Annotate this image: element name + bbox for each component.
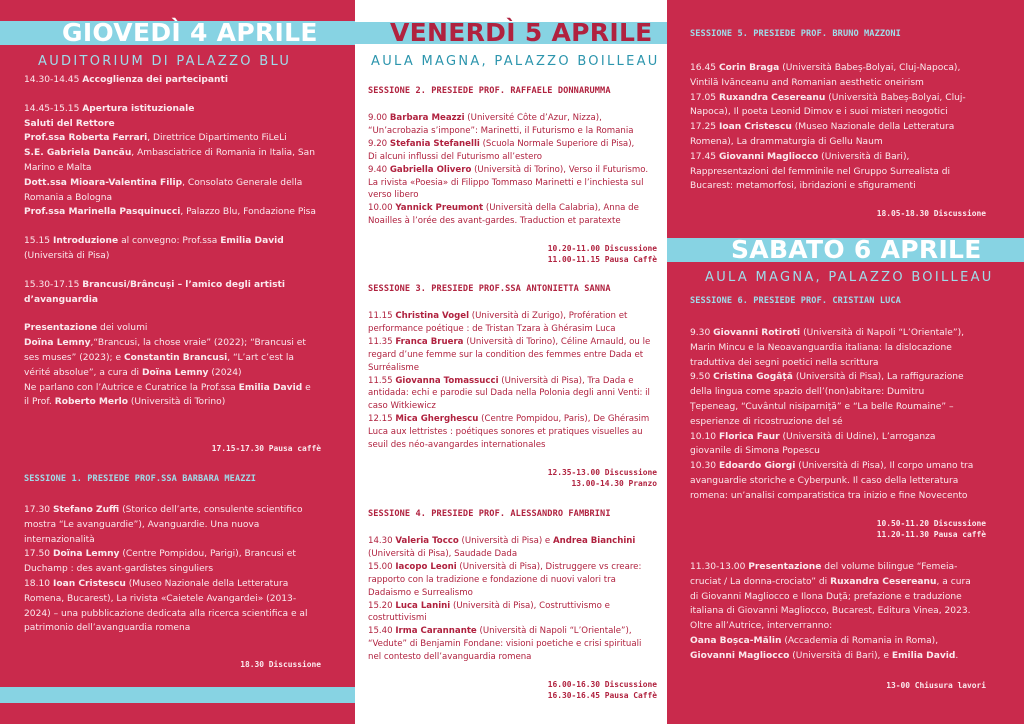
bold-text: Christina Vogel [395,311,470,321]
text: (Università di Udine), L’arroganza [779,431,936,442]
program-line [368,638,664,651]
text: 15.15 [24,236,53,247]
program-line [368,535,664,548]
program-line [690,634,1018,649]
bold-text: Edoardo Giorgi [718,461,796,472]
program-line [368,651,664,664]
text: (Università di Pisa), Costruttivismo e [450,600,610,611]
pause-coffee: 16.30-16.45 Pausa Caffè [547,691,657,700]
day-title-thursday: GIOVEDÌ 4 APRILE [62,18,318,47]
column-thursday [0,0,355,724]
pause-lunch: 13.00-14.30 Pranzo [571,479,657,488]
program-line [690,76,1018,91]
bold-text: Luca Lanini [395,600,451,611]
venue-friday: AULA MAGNA, PALAZZO BOILLEAU [371,54,660,69]
program-line [24,321,346,336]
program-line [24,621,346,636]
text: Ne parlano con l’Autrice e Curatrice la Prof.ssa [24,382,239,393]
text: “Vedute” di Benjamin Fondane: visioni poetiche e crisi spirituali [368,639,642,650]
text: patrimonio dell’avanguardia romena [24,623,191,634]
text: (Università di Pisa), Tra Dada e [498,375,634,386]
bold-text: Emilia David [891,650,956,661]
bold-text: Giovanni Magliocco [690,650,790,661]
bold-text: Giovanni Rotiroti [713,328,801,338]
text: (Università di Torino), Céline Arnauld, ou le [463,336,651,347]
session-1-heading: SESSIONE 1. PRESIEDE PROF.SSA BARBARA MEAZZI [24,474,257,484]
block-book-presentation [690,560,1018,664]
bold-text: Giovanna Tomassucci [395,375,499,386]
text: 10.10 [690,431,719,442]
text: , Direttrice Dipartimento FiLeLi [147,133,287,144]
program-line [24,503,346,518]
text: ses muses” (2023); e [24,352,124,363]
program-line [24,381,346,396]
program-line [24,395,346,410]
program-line [690,370,1018,385]
session-6-program [690,326,1018,504]
text: nel contesto dell’avanguardia romena [368,652,532,663]
program-line [690,430,1018,445]
text: (Università di Napoli “L’Orientale”), [476,626,632,637]
text: 14.30 [368,536,396,546]
program-line [368,164,664,177]
block-opening [24,102,346,220]
program-thursday [24,73,346,410]
program-line [24,336,346,351]
text: giovanile di Simona Popescu [690,446,820,457]
text: costruttivismi [368,613,427,624]
text: Bucarest: metamorfosi, ibridazioni e sfiguramenti [690,181,916,192]
text: , Consolato Generale della [182,177,303,188]
program-line [690,560,1018,575]
text: 14.45-15.15 [24,103,83,114]
program-line [24,73,346,88]
program-line [24,146,346,161]
text: , Ambasciatrice di Romania in Italia, San [131,148,316,159]
program-line [368,612,664,625]
program-line [368,574,664,587]
text: caso Witkiewicz [368,401,436,412]
program-line [368,189,664,202]
text: (Università di Zurigo), Profération et [469,311,628,321]
text: (Università di Torino) [127,397,226,408]
text: Napoca), Il poeta Leonid Dimov e i suoi misteri neogotici [690,107,948,118]
program-line [690,575,1018,590]
venue-thursday: AUDITORIUM DI PALAZZO BLU [38,54,292,69]
pause-coffee: 11.00-11.15 Pausa Caffè [547,255,657,264]
text: (Centre Pompidou, Paris), De Ghérasim [478,414,650,425]
bold-text: Emilia David [238,382,303,393]
program-line [690,105,1018,120]
text: (Università di Bari), [818,151,910,162]
text: Di alcuni influssi del Futurismo all’estero [368,151,543,162]
text: (Museo Nazionale della Letteratura [125,578,289,589]
text: cruciat / La donna-crociato” di [690,576,831,587]
text: 15.30-17.15 [24,279,83,290]
text: , “L’art c’est la [227,352,294,363]
program-line [690,61,1018,76]
program-line [368,600,664,613]
session-3-heading: SESSIONE 3. PRESIEDE PROF.SSA ANTONIETTA SANNA [368,284,611,294]
program-line [24,293,346,308]
block-session-4 [368,535,664,664]
program-line [368,349,664,362]
column-friday [355,0,667,724]
program-line [690,619,1018,634]
text: 11.15 [368,311,396,321]
text: La rivista «Poesia» di Filippo Tommaso Marinetti e l’inchiesta sul [368,177,644,188]
program-line [24,533,346,548]
program-line [24,249,346,264]
text: (Università di Napoli “L’Orientale”), [800,328,965,338]
block-session-5 [690,61,1018,194]
day-title-friday: VENERDÌ 5 APRILE [390,18,653,47]
text: (Università di Bari), e [789,650,892,661]
text: (Università Babeș-Bolyai, Cluj-Napoca), [779,63,961,73]
text: Marin Mincu e la Neoavanguardia italiana: la dislocazione [690,342,952,353]
text: (Università della Calabria), Anna de [483,203,639,214]
text: Dadaismo e Surrealismo [368,587,473,598]
program-line [24,592,346,607]
bold-text: Florica Faur [718,431,780,442]
program-line [24,351,346,366]
pause-session-4 [548,679,657,701]
text: del volume bilingue “Femeia- [821,562,958,572]
session-1-program [24,503,346,636]
text: Rappresentazioni del femminile nel Gruppo Surrealista di [690,166,951,177]
bold-text: Prof.ssa Roberta Ferrari [24,133,148,144]
bold-text: Roberto Merlo [54,397,128,408]
text: (Università Babeș-Bolyai, Cluj- [825,92,966,103]
text: e [302,382,311,393]
block-session-2 [368,112,664,228]
text: italiana di Giovanni Magliocco, Bucarest, Editura Vinea, 2023. [690,606,971,617]
bold-text: d’avanguardia [24,294,99,305]
program-line [368,548,664,561]
bold-text: Emilia David [220,236,284,247]
bold-text: Stefania Stefanelli [389,138,480,149]
program-line [690,604,1018,619]
bold-text: Ioan Cristescu [718,122,792,133]
text: 15.40 [368,626,396,637]
text: regard d’une femme sur la condition des femmes entre Dada et [368,349,644,360]
program-line [368,310,664,323]
program-line [690,459,1018,474]
text: 12.15 [368,414,396,425]
session-2-heading: SESSIONE 2. PRESIEDE PROF. RAFFAELE DONNARUMMA [368,86,611,96]
text: 9.30 [690,328,714,338]
program-line [690,135,1018,150]
pause-discussion: 12.35-13.00 Discussione [547,468,657,477]
bold-text: Presentazione [748,562,822,572]
program-line [368,561,664,574]
program-line [368,439,664,452]
text: (Università di Pisa), La raffigurazione [792,372,964,383]
bold-text: Franca Bruera [395,336,464,347]
closing-session: 13-00 Chiusura lavori [886,681,986,690]
program-line [24,161,346,176]
text: (Museo Nazionale della Letteratura [791,122,955,133]
text: di Giovanni Magliocco e Ilona Duță; prefazione e traduzione [690,591,962,602]
text: 14.30-14.45 [24,75,83,85]
text: . [955,650,959,661]
program-line [368,125,664,138]
text: 11.30-13.00 [690,562,749,572]
text: 17.30 [24,505,53,515]
bold-text: Yannick Preumont [395,203,484,214]
text: 17.45 [690,151,719,162]
program-line [690,590,1018,605]
text: , Palazzo Blu, Fondazione Pisa [180,207,316,218]
text: seuil des néo-avangardes internationales [368,440,546,451]
bold-text: Doïna Lemny [52,549,120,560]
program-line [368,112,664,125]
text: Surréalisme [368,362,420,373]
text: (Université Côte d’Azur, Nizza), [464,113,602,123]
program-line [368,202,664,215]
program-line [690,179,1018,194]
program-line [24,176,346,191]
program-line [690,91,1018,106]
program-line [368,215,664,228]
text: Vintilă Ivănceanu and Romanian aesthetic oneirism [690,77,924,88]
text: mostra “Le avanguardie”), Avanguardie. Una nuova [24,519,260,530]
bold-text: S.E. Gabriela Dancău [24,148,132,159]
program-line [24,102,346,117]
text: performance poétique : de Tristan Tzara à Ghérasim Luca [368,323,616,334]
pause-session-6 [877,518,986,540]
text: Romena, Bucarest), La rivista «Caietele Avangardei» (2013- [24,593,297,604]
text: della lingua come spazio dell’(non)abitare: Dumitru [690,387,925,398]
pause-discussion: 10.50-11.20 Discussione [876,519,986,528]
program-line [690,341,1018,356]
text: Luca aux lettristes : poétiques sonores et pratiques visuelles au [368,427,643,438]
program-line [368,323,664,336]
program-line [690,385,1018,400]
program-line [368,587,664,600]
text: 2024) – una pubblicazione dedicata alla ricerca scientifica e al [24,608,308,619]
bold-text: Stefano Zuffi [52,505,120,515]
book-presentation [690,560,1018,664]
program-line [24,577,346,592]
text: (Centre Pompidou, Parigi), Brancusi et [119,549,296,560]
bold-text: Andrea Bianchini [552,536,636,546]
pause-coffee-thursday: 17.15-17.30 Pausa caffè [211,444,321,453]
bold-text: Accoglienza dei partecipanti [82,75,228,85]
text: Duchamp : des avant-gardistes singuliers [24,564,214,575]
text: 11.55 [368,375,396,386]
pause-discussion: 10.20-11.00 Discussione [547,244,657,253]
bold-text: Introduzione [52,236,119,247]
bold-text: Doïna Lemny [141,367,209,378]
text: Romena), La drammaturgia di Gellu Naum [690,136,883,147]
text: 17.25 [690,122,719,133]
program-line [24,117,346,132]
text: 9.50 [690,372,714,383]
text: ,“Brancusi, la chose vraie” (2022); “Brancusi et [90,338,306,349]
program-line [368,336,664,349]
text: 17.05 [690,92,719,103]
pause-discussion-session-1: 18.30 Discussione [240,660,321,669]
program-line [690,165,1018,180]
text: al convegno: Prof.ssa [118,236,221,247]
program-line [690,649,1018,664]
bold-text: Mica Gherghescu [395,414,479,425]
text: Oltre all’Autrice, interverranno: [690,621,833,632]
text: (2024) [208,367,242,378]
program-line [368,413,664,426]
program-line [690,326,1018,341]
session-5-heading: SESSIONE 5. PRESIEDE PROF. BRUNO MAZZONI [690,29,901,39]
program-line [368,151,664,164]
bold-text: Ruxandra Cesereanu [830,576,937,587]
bold-text: Ioan Cristescu [52,578,126,589]
venue-saturday: AULA MAGNA, PALAZZO BOILLEAU [705,270,994,285]
program-line [24,366,346,381]
session-5-program [690,61,1018,194]
session-4-heading: SESSIONE 4. PRESIEDE PROF. ALESSANDRO FAMBRINI [368,509,611,519]
bottom-band [0,687,355,703]
text: 10.30 [690,461,719,472]
bold-text: Oana Boșca-Mălin [690,635,782,646]
session-6-heading: SESSIONE 6. PRESIEDE PROF. CRISTIAN LUCA [690,296,901,306]
program-line [24,278,346,293]
text: dei volumi [97,323,148,334]
program-line [690,415,1018,430]
block-brancusi [24,278,346,308]
text: , a cura [936,576,971,587]
program-line [690,120,1018,135]
bold-text: Dott.ssa Mioara-Valentina Filip [24,177,183,188]
bold-text: Barbara Meazzi [389,113,465,123]
text: 17.50 [24,549,53,560]
bold-text: Constantin Brancusi [123,352,228,363]
text: (Accademia di Romania in Roma), [781,635,939,646]
bold-text: Corin Braga [718,63,780,73]
text: traduttiva dei segni poetici nella scrittura [690,357,879,368]
text: rapporto con la tradizione e fondazione di nuovi valori tra [368,574,616,585]
text: (Università di Pisa), Distruggere vs creare: [456,561,642,572]
text: Noailles à l’orée des avant-gardes. Traduction et paratexte [368,216,621,227]
session-4-program [368,535,664,664]
text: Romania a Bologna [24,192,113,203]
text: 16.45 [690,63,719,73]
text: antidada: echi e parodie sul Dada nella Polonia degli anni Venti: il [368,388,650,399]
program-line [24,562,346,577]
program-line [24,607,346,622]
text: verso libero [368,190,419,201]
program-line [24,131,346,146]
pause-coffee: 11.20-11.30 Pausa caffè [876,530,986,539]
program-line [368,387,664,400]
program-line [368,400,664,413]
text: Țepeneag, “Cuvântul nisiparniță” e “La belle Roumaine” – [690,401,954,412]
program-line [368,138,664,151]
pause-session-5: 18.05-18.30 Discussione [876,209,986,218]
program-line [24,547,346,562]
bold-text: Ruxandra Cesereanu [718,92,826,103]
text: 9.00 [368,113,390,123]
block-welcome [24,73,346,88]
column-saturday [667,0,1024,724]
session-3-program [368,310,664,452]
text: (Università di Pisa), Saudade Dada [368,548,518,559]
text: 15.20 [368,600,396,611]
text: (Scuola Normale Superiore di Pisa), [479,138,635,149]
program-line [690,489,1018,504]
program-line [368,625,664,638]
text: Marino e Malta [24,162,92,173]
text: (Università di Pisa), Il corpo umano tra [795,461,974,472]
program-line [690,150,1018,165]
block-session-1 [24,503,346,636]
program-line [368,362,664,375]
bold-text: Prof.ssa Marinella Pasquinucci [24,207,181,218]
bold-text: Apertura istituzionale [82,103,195,114]
text: “Un’acrobazia s’impone”: Marinetti, il Futurismo e la Romania [368,125,634,136]
block-session-6 [690,326,1018,504]
text: 18.10 [24,578,53,589]
day-title-saturday: SABATO 6 APRILE [731,235,982,264]
text: (Storico dell’arte, consulente scientifico [119,505,303,515]
bold-text: Brancusi/Brâncuși – l’amico degli artisti [82,279,285,290]
bold-text: Valeria Tocco [395,536,459,546]
program-line [690,444,1018,459]
bold-text: Gabriella Olivero [389,164,472,175]
program-line [368,177,664,190]
program-line [24,205,346,220]
session-2-program [368,112,664,228]
program-line [24,518,346,533]
program-line [690,400,1018,415]
bold-text: Doïna Lemny [24,338,91,349]
pause-session-3 [548,467,657,489]
text: 11.35 [368,336,396,347]
program-line [690,356,1018,371]
text: 10.00 [368,203,396,214]
block-presentation [24,321,346,410]
bold-text: Giovanni Magliocco [718,151,819,162]
text: vérité absolue”, a cura di [24,367,142,378]
program-line [24,191,346,206]
text: 15.00 [368,561,396,572]
bold-text: Presentazione [24,323,98,334]
program-line [24,234,346,249]
bold-text: Saluti del Rettore [24,118,115,129]
pause-session-2 [548,243,657,265]
text: avanguardie storiche e Cyberpunk. Il caso della letteratura [690,475,959,486]
block-session-3 [368,310,664,452]
pause-discussion: 16.00-16.30 Discussione [547,680,657,689]
bold-text: Cristina Gogâță [713,372,793,383]
text: (Università di Torino), Verso il Futurismo. [471,164,649,175]
text: 9.20 [368,138,390,149]
text: il Prof. [24,397,55,408]
text: (Università di Pisa) e [458,536,553,546]
program-line [368,375,664,388]
text: romena: un’analisi comparatistica tra inizio e fine Novecento [690,490,968,501]
program-line [368,426,664,439]
bold-text: Iacopo Leoni [395,561,457,572]
text: internazionalità [24,534,95,545]
program-line [690,474,1018,489]
text: (Università di Pisa) [24,250,110,261]
text: 9.40 [368,164,390,175]
text: esperienze di ricostruzione del sé [690,416,843,427]
block-introduction [24,234,346,264]
bold-text: Irma Carannante [395,626,477,637]
